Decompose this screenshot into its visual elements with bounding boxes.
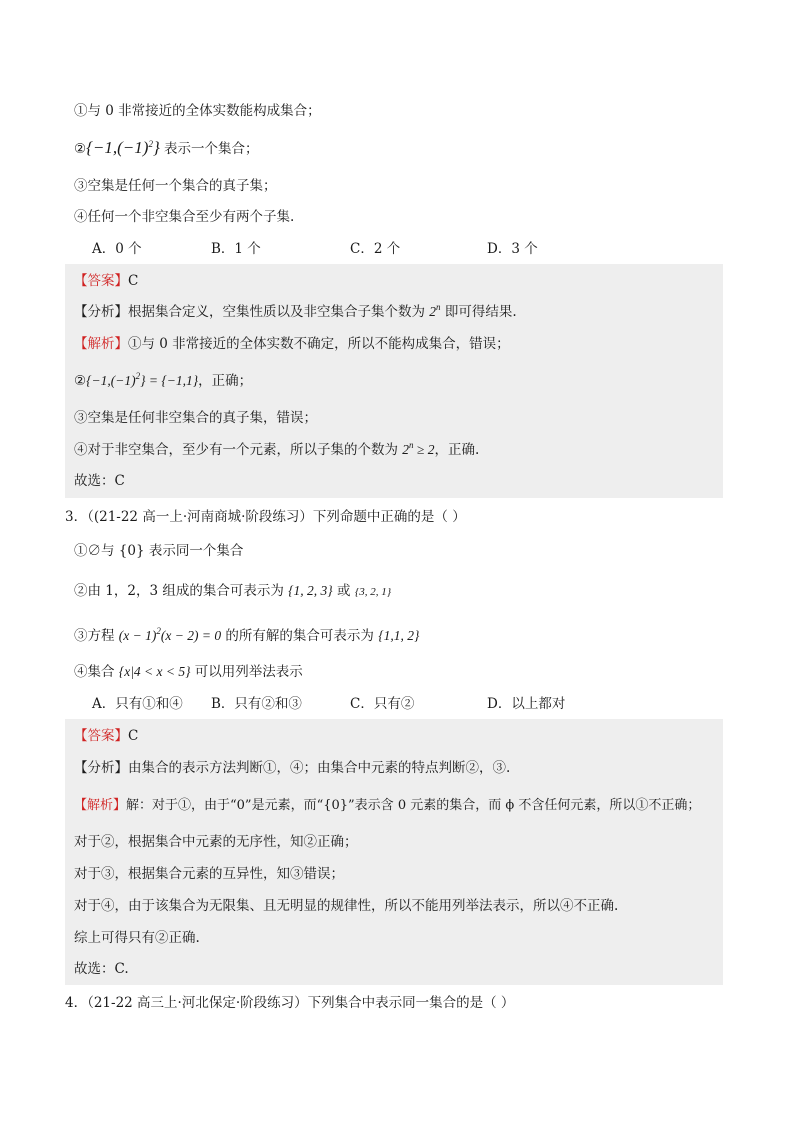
solution-1-line-2: $②\{-1,(-1)^2\} = \{-1,1\}$，正确；: [74, 371, 253, 389]
q3-statement-1: ①∅与 {0} 表示同一个集合: [74, 543, 244, 559]
q3-statement-4: ④集合 {x|4 < x < 5} 可以用列举法表示: [74, 664, 303, 680]
q3-option-a: A．只有①和④: [92, 696, 183, 712]
option-c: C．2 个: [350, 241, 401, 257]
answer-1: 【答案】C: [74, 273, 139, 289]
solution-1-line-3: ③空集是任何非空集合的真子集，错误；: [74, 410, 317, 426]
solution-3-line-4: 对于④，由于该集合为无限集、且无明显的规律性，所以不能用列举法表示，所以④不正确.: [74, 898, 619, 914]
analysis-1: 【分析】根据集合定义，空集性质以及非空集合子集个数为 2$^n$ 即可得结果.: [74, 302, 517, 320]
option-b: B．1 个: [211, 241, 261, 257]
statement-3: ③空集是任何一个集合的真子集；: [74, 178, 277, 194]
answer-3: 【答案】C: [74, 728, 139, 744]
solution-3-line-2: 对于②，根据集合中元素的无序性，知②正确；: [74, 834, 358, 850]
analysis-3: 【分析】由集合的表示方法判断①，④；由集合中元素的特点判断②，③.: [74, 760, 511, 776]
q3-option-b: B．只有②和③: [211, 696, 302, 712]
solution-3-line-3: 对于③，根据集合元素的互异性，知③错误；: [74, 866, 344, 882]
q3-statement-2: ②由 1，2，3 组成的集合可表示为 {1, 2, 3} 或 {3, 2, 1}: [74, 583, 392, 599]
solution-1-line-4: ④对于非空集合，至少有一个元素，所以子集的个数为 $2^n \ge 2$，正确.: [74, 440, 480, 458]
question-4-stem: 4．（21-22 高三上·河北保定·阶段练习）下列集合中表示同一集合的是（ ）: [65, 995, 515, 1011]
solution-1-line-1: 【解析】①与 0 非常接近的全体实数不确定，所以不能构成集合，错误；: [74, 336, 510, 352]
q3-option-c: C．只有②: [350, 696, 415, 712]
solution-3-line-5: 综上可得只有②正确.: [74, 930, 200, 946]
option-d: D．3 个: [487, 241, 538, 257]
statement-1: ①与 0 非常接近的全体实数能构成集合；: [74, 103, 321, 119]
q3-statement-3: ③方程 $(x - 1)^2(x - 2) = 0$ 的所有解的集合可表示为 {1,1, 2}: [74, 626, 420, 644]
statement-2: $②\{-1,(-1)^2\}$ 表示一个集合；: [74, 138, 259, 157]
solution-1-final: 故选：C: [74, 473, 125, 489]
solution-3-line-1: 【解析】解：对于①，由于“0”是元素，而“{0}”表示含 0 元素的集合，而 ϕ 不含任何元素，所以①不正确；: [74, 798, 701, 813]
q3-option-d: D．以上都对: [487, 696, 566, 712]
question-3-stem: 3．（(21-22 高一上·河南商城·阶段练习）下列命题中正确的是（ ）: [65, 509, 466, 525]
statement-4: ④任何一个非空集合至少有两个子集.: [74, 209, 295, 225]
solution-3-final: 故选：C.: [74, 961, 129, 977]
option-a: A．0 个: [92, 241, 142, 257]
